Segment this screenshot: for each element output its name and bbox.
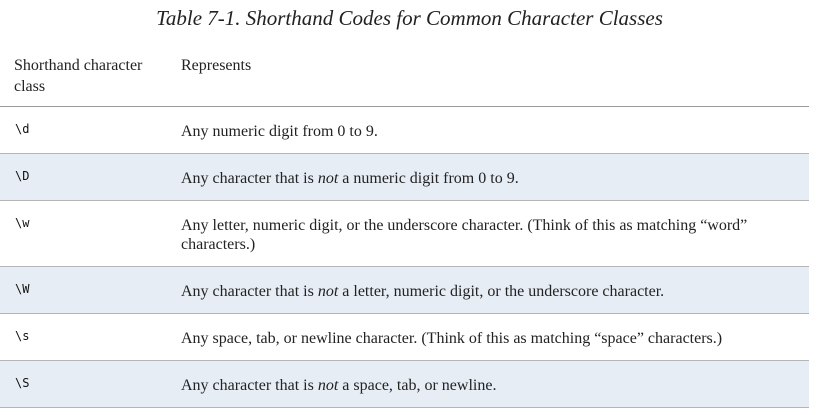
table-row (0, 107, 809, 154)
table-row (0, 154, 809, 201)
code-cell: \w (15, 216, 30, 230)
code-cell: \S (15, 376, 30, 390)
description-cell: Any character that is not a letter, numeric digit, or the underscore character. (181, 283, 665, 300)
header-shorthand: Shorthand character class (14, 57, 143, 95)
table-header (0, 50, 809, 107)
description-cell: Any character that is not a numeric digit from 0 to 9. (181, 170, 519, 187)
table-row (0, 314, 809, 361)
description-cell: Any character that is not a space, tab, or newline. (181, 377, 497, 394)
description-cell: Any letter, numeric digit, or the underscore character. (Think of this as matching “word” characters.) (181, 217, 748, 253)
table-row (0, 267, 809, 314)
description-cell: Any space, tab, or newline character. (Think of this as matching “space” characters.) (181, 330, 723, 347)
character-class-table (0, 50, 809, 408)
code-cell: \d (15, 122, 30, 136)
code-cell: \s (15, 329, 30, 343)
table-row (0, 361, 809, 408)
header-represents: Represents (181, 57, 252, 74)
code-cell: \D (15, 169, 30, 183)
table-row (0, 201, 809, 267)
code-cell: \W (15, 282, 30, 296)
table-caption: Table 7-1. Shorthand Codes for Common Character Classes (156, 6, 663, 30)
description-cell: Any numeric digit from 0 to 9. (181, 123, 378, 140)
